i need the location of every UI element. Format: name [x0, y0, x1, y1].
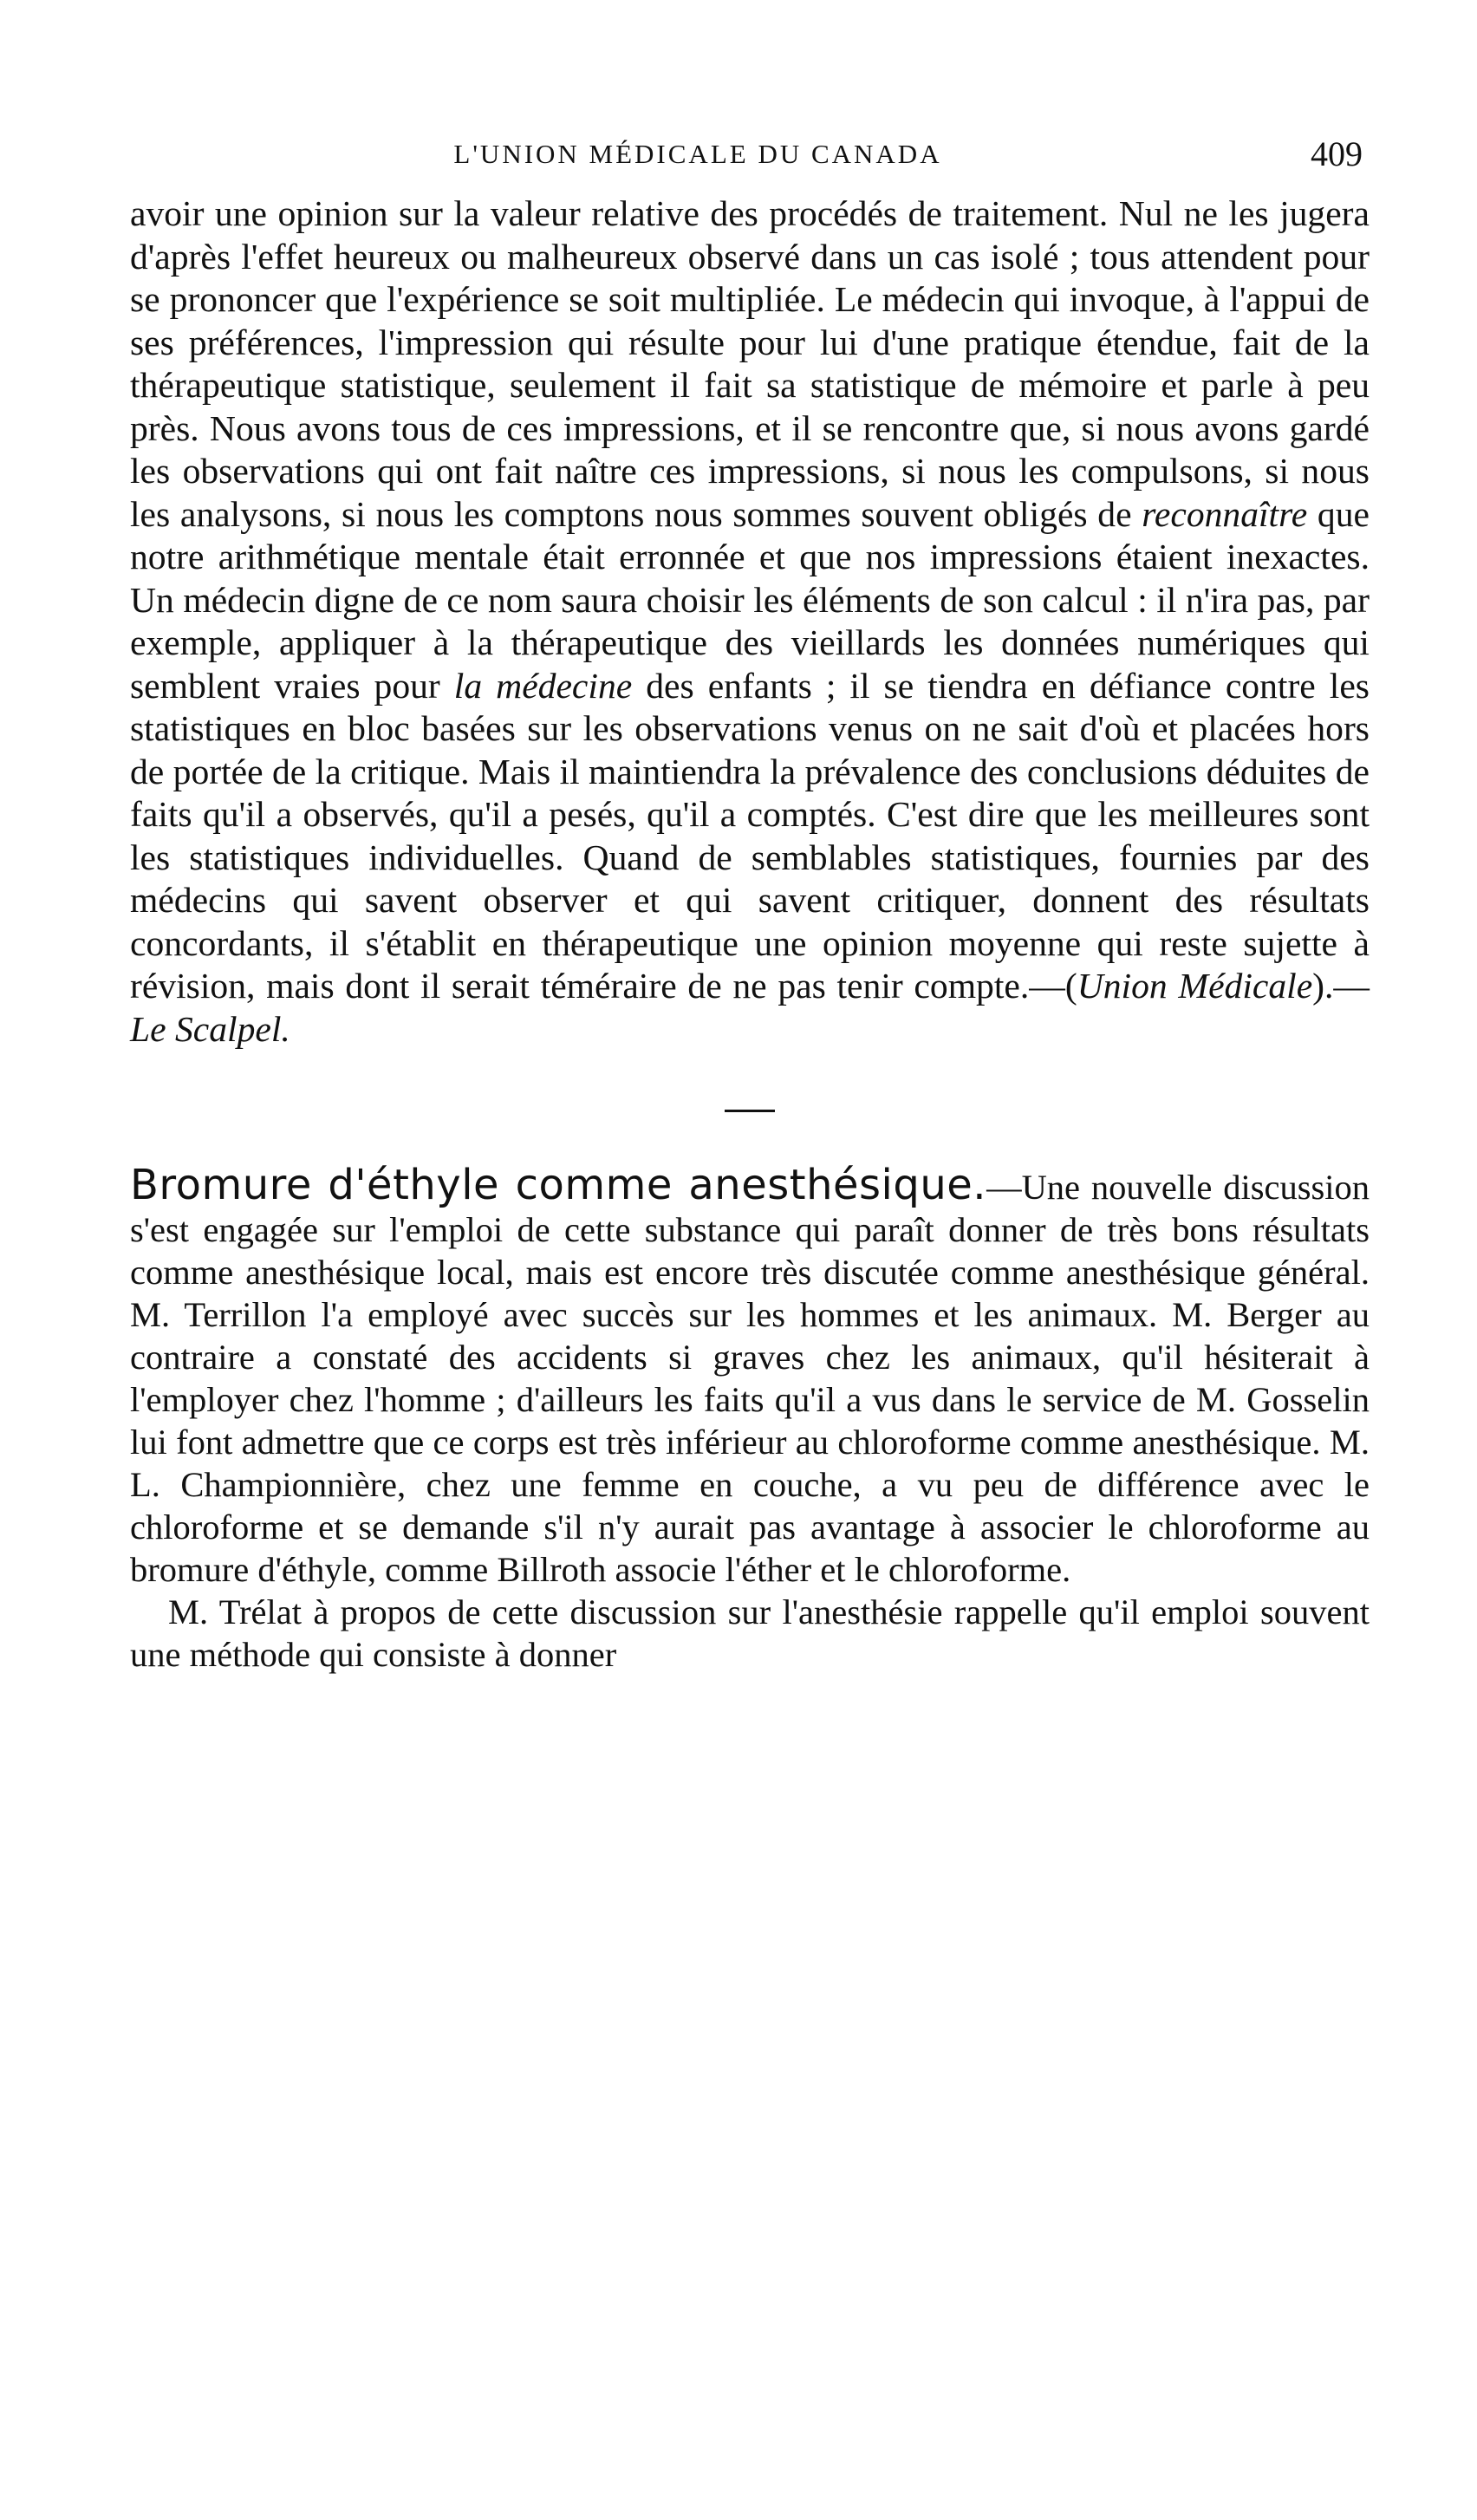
text-segment: que notre arithmétique mentale était erronnée et que nos impressions étaient inexactes. Un médecin digne de ce nom saura choisir les éléments de son calcul : il n'ira pas, par exemple, appliquer à la thérapeutique des vieillards les données numériques qui semblent vraies pour — [130, 493, 1370, 706]
article-bromure-paragraph-2: M. Trélat à propos de cette discussion sur l'anesthésie rappelle qu'il emploi souvent une méthode qui consiste à donner — [130, 1592, 1370, 1674]
text-segment: avoir une opinion sur la valeur relative des procédés de traitement. Nul ne les jugera d'après l'effet heureux ou malheureux observé dans un cas isolé ; tous attendent pour se prononcer que l'expérience se soit multipliée. Le médecin qui invoque, à l'appui de ses préférences, l'impression qui résulte pour lui d'une pratique étendue, fait de la thérapeutique statistique, seulement il fait sa statistique de mémoire et parle à peu près. Nous avons tous de ces impressions, et il se rencontre que, si nous avons gardé les observations qui ont fait naître ces impressions, si nous les compulsons, si nous les analysons, si nous les comptons nous sommes souvent obligés de — [130, 193, 1370, 534]
source-citation-2: Le Scalpel. — [130, 1008, 290, 1049]
running-header — [130, 130, 1370, 182]
page-number: 409 — [1311, 134, 1363, 173]
article-statistics-paragraph — [130, 192, 1370, 1051]
article-bromure-paragraph-1 — [130, 1161, 1370, 1591]
document-page — [130, 130, 1370, 1676]
text-segment: —Une nouvelle discussion s'est engagée sur l'emploi de cette substance qui paraît donner de très bons résultats comme anesthésique local, mais est encore très discutée comme anesthésique général. M. Terrillon l'a employé avec succès sur les hommes et les animaux. M. Berger au contraire a constaté des accidents si graves chez les animaux, qu'il hésiterait à l'employer chez l'homme ; d'ailleurs les faits qu'il a vus dans le service de M. Gosselin lui font admettre que ce corps est très inférieur au chloroforme comme anesthésique. M. L. Championnière, chez une femme en couche, a vu peu de différence avec le chloroforme et se demande s'il n'y aurait pas avantage à associer le chloroforme au bromure d'éthyle, comme Billroth associe l'éther et le chloroforme. — [130, 1168, 1370, 1589]
article-statistics — [130, 192, 1370, 1051]
source-citation: Union Médicale — [1077, 966, 1313, 1006]
text-segment: des enfants ; il se tiendra en défiance contre les statistiques en bloc basées sur les observations venus on ne sait d'où et placées hors de portée de la critique. Mais il maintiendra la prévalence des conclusions déduites de faits qu'il a observés, qu'il a pesés, qu'il a comptés. C'est dire que les meilleures sont les statistiques individuelles. Quand de semblables statistiques, fournies par des médecins qui savent observer et qui savent critiquer, donnent des résultats concordants, il s'établit en thérapeutique une opinion moyenne qui reste sujette à révision, mais dont il serait téméraire de ne pas tenir compte.—( — [130, 665, 1370, 1006]
text-segment: ).— — [1312, 966, 1370, 1006]
section-separator — [725, 1110, 775, 1112]
emphasis-text: reconnaître — [1142, 493, 1308, 534]
journal-title: L'UNION MÉDICALE DU CANADA — [453, 139, 942, 169]
emphasis-text: la médecine — [453, 665, 633, 706]
section-title: Bromure d'éthyle comme anesthésique. — [130, 1161, 987, 1209]
article-bromure — [130, 1161, 1370, 1676]
